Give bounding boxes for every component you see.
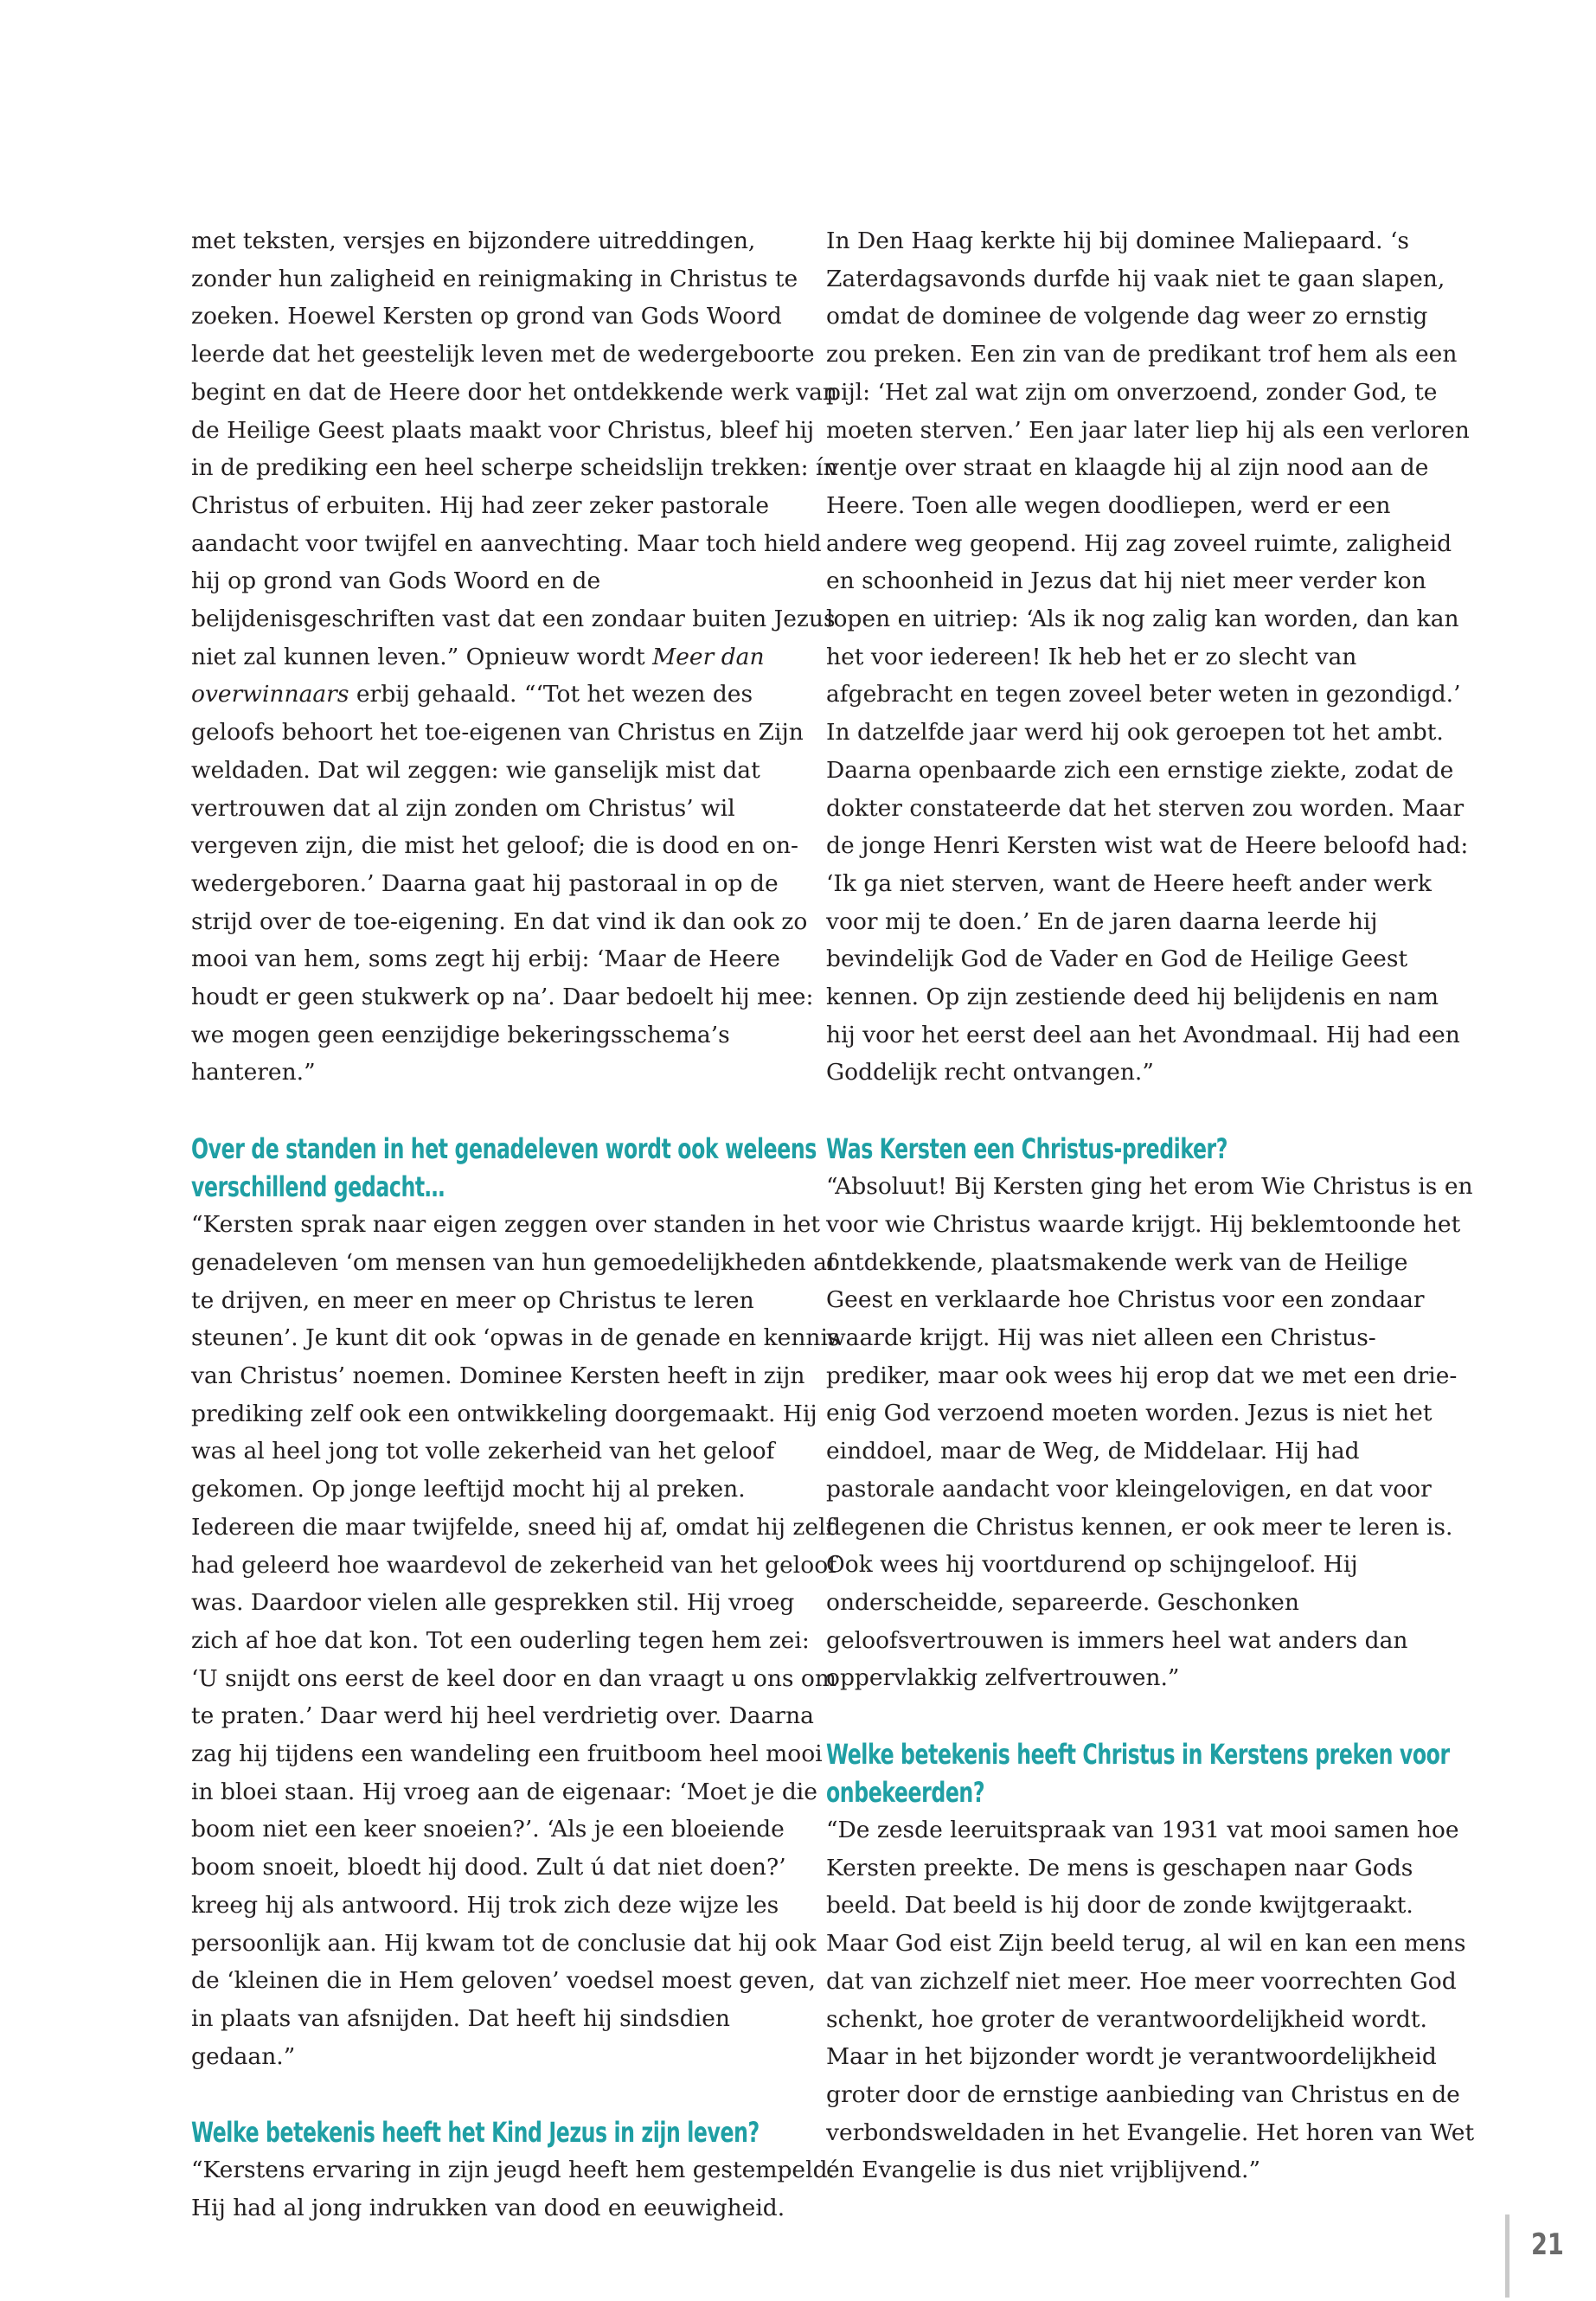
question-heading-kind-jezus: Welke betekenis heeft het Kind Jezus in zijn leven?	[191, 2116, 760, 2150]
answer-onbekeerden: “De zesde leeruitspraak van 1931 vat mooi samen hoe Kersten preekte. De mens is geschapen naar Gods beeld. Dat beeld is hij door de zonde kwijtgeraakt. Maar God eist Zijn beeld terug, al wil en kan een mens dat van zichzelf niet meer. Hoe meer voorrechten God schenkt, hoe groter de verantwoordelijkheid wordt. Maar in het bijzonder wordt je verantwoordelijkheid groter door de ernstige aanbieding van Christus en de verbondsweldaden in het Evangelie. Het horen van Wet én Evangelie is dus niet vrijblijvend.”	[826, 1817, 1475, 2184]
answer-kind-jezus: “Kerstens ervaring in zijn jeugd heeft hem gestempeld. Hij had al jong indrukken van dood en eeuwigheid.	[191, 2157, 835, 2222]
answer-standen: “Kersten sprak naar eigen zeggen over standen in het genadeleven ‘om mensen van hun gemoedelijkheden af te drijven, en meer en meer op Christus te leren steunen’. Je kunt dit ook ‘opwas in de genade en kennis van Christus’ noemen. Dominee Kersten heeft in zijn prediking zelf ook een ontwikkeling doorgemaakt. Hij was al heel jong tot volle zekerheid van het geloof gekomen. Op jonge leeftijd mocht hij al preken. Iedereen die maar twijfelde, sneed hij af, omdat hij zelf had geleerd hoe waardevol de zekerheid van het geloof was. Daardoor vielen alle gesprekken stil. Hij vroeg zich af hoe dat kon. Tot een ouderling tegen hem zei: ‘U snijdt ons eerst de keel door en dan vraagt u ons om te praten.’ Daar werd hij heel verdrietig over. Daarna zag hij tijdens een wandeling een fruitboom heel mooi in bloei staan. Hij vroeg aan de eigenaar: ‘Moet je die boom niet een keer snoeien?’. ‘Als je een bloeiende boom snoeit, bloedt hij dood. Zult ú dat niet doen?’ kreeg hij als antwoord. Hij trok zich deze wijze les persoonlijk aan. Hij kwam tot de conclusie dat hij ook de ‘kleinen die in Hem geloven’ voedsel moest geven, in plaats van afsnijden. Dat heeft hij sindsdien gedaan.”	[191, 1211, 840, 2070]
left-column	[191, 222, 840, 2227]
paragraph-intro-left: met teksten, versjes en bijzondere uitreddingen, zonder hun zaligheid en reinigmaking in Christus te zoeken. Hoewel Kersten op grond van Gods Woord leerde dat het geestelijk leven met de wedergeboorte begint en dat de Heere door het ontdekkende werk van de Heilige Geest plaats maakt voor Christus, bleef hij in de prediking een heel scherpe scheidslijn trekken: ín Christus of erbuiten. Hij had zeer zeker pastorale aandacht voor twijfel en aanvechting. Maar toch hield hij op grond van Gods Woord en de belijdenisgeschriften vast dat een zondaar buiten Jezus niet zal kunnen leven.” Opnieuw wordt Meer dan overwinnaars erbij gehaald. “‘Tot het wezen des geloofs behoort het toe-eigenen van Christus en Zijn weldaden. Dat wil zeggen: wie ganselijk mist dat vertrouwen dat al zijn zonden om Christus’ wil vergeven zijn, die mist het geloof; die is dood en on-wedergeboren.’ Daarna gaat hij pastoraal in op de strijd over de toe-eigening. En dat vind ik dan ook zo mooi van hem, soms zegt hij erbij: ‘Maar de Heere houdt er geen stukwerk op na’. Daar bedoelt hij mee: we mogen geen eenzijdige bekeringsschema’s hanteren.”	[191, 228, 838, 1086]
answer-christus-prediker: “Absoluut! Bij Kersten ging het erom Wie Christus is en voor wie Christus waarde krijgt. Hij beklemtoonde het ontdekkende, plaatsmakende werk van de Heilige Geest en verklaarde hoe Christus voor een zondaar waarde krijgt. Hij was niet alleen een Christus-prediker, maar ook wees hij erop dat we met een drie-enig God verzoend moeten worden. Jezus is niet het einddoel, maar de Weg, de Middelaar. Hij had pastorale aandacht voor kleingelovigen, en dat voor degenen die Christus kennen, er ook meer te leren is. Ook wees hij voortdurend op schijngeloof. Hij onderscheidde, separeerde. Geschonken geloofsvertrouwen is immers heel wat anders dan oppervlakkig zelfvertrouwen.”	[826, 1173, 1473, 1692]
question-heading-christus-prediker: Was Kersten een Christus-prediker?	[826, 1132, 1228, 1166]
book-title: Meer dan overwinnaars	[191, 643, 765, 708]
page-number-divider	[1505, 2214, 1509, 2298]
question-heading-standen: Over de standen in het genadeleven wordt ook weleens verschillend gedacht…	[191, 1132, 817, 1204]
paragraph-intro-right: In Den Haag kerkte hij bij dominee Maliepaard. ‘s Zaterdagsavonds durfde hij vaak niet te gaan slapen, omdat de dominee de volgende dag weer zo ernstig zou preken. Een zin van de predikant trof hem als een pijl: ‘Het zal wat zijn om onverzoend, zonder God, te moeten sterven.’ Een jaar later liep hij als een verloren ventje over straat en klaagde hij al zijn nood aan de Heere. Toen alle wegen doodliepen, werd er een andere weg geopend. Hij zag zoveel ruimte, zaligheid en schoonheid in Jezus dat hij niet meer verder kon lopen en uitriep: ‘Als ik nog zalig kan worden, dan kan het voor iedereen! Ik heb het er zo slecht van afgebracht en tegen zoveel beter weten in gezondigd.’ In datzelfde jaar werd hij ook geroepen tot het ambt. Daarna openbaarde zich een ernstige ziekte, zodat de dokter constateerde dat het sterven zou worden. Maar de jonge Henri Kersten wist wat de Heere beloofd had: ‘Ik ga niet sterven, want de Heere heeft ander werk voor mij te doen.’ En de jaren daarna leerde hij bevindelijk God de Vader en God de Heilige Geest kennen. Op zijn zestiende deed hij belijdenis en nam hij voor het eerst deel aan het Avondmaal. Hij had een Goddelijk recht ontvangen.”	[826, 228, 1470, 1086]
question-heading-onbekeerden: Welke betekenis heeft Christus in Kerstens preken voor onbekeerden?	[826, 1738, 1450, 1810]
page-number: 21	[1531, 2227, 1564, 2262]
right-column	[826, 222, 1475, 2189]
